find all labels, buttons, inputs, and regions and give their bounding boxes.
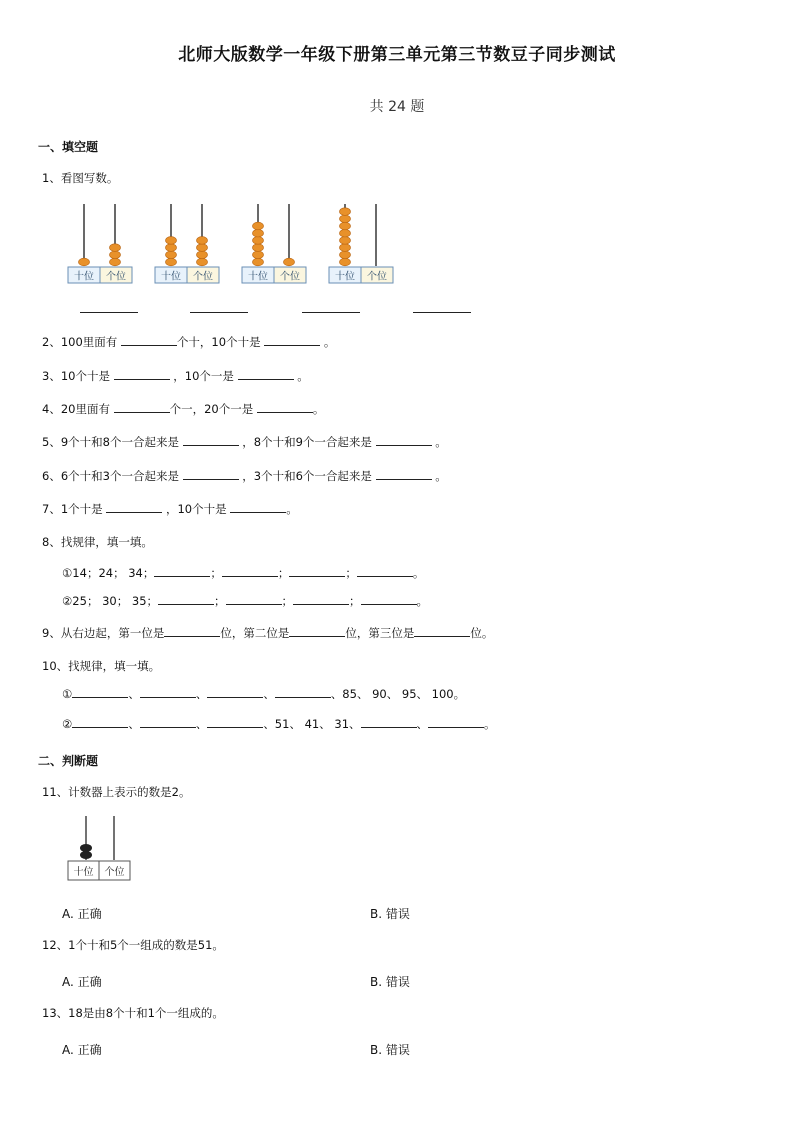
tens-bead (340, 237, 351, 245)
ones-label: 个位 (106, 271, 126, 283)
answer-blank[interactable] (226, 594, 282, 605)
question-13: 13、18是由8个十和1个一组成的。 (42, 1006, 224, 1020)
option-a-correct[interactable]: A. 正确 (62, 907, 102, 921)
answer-blank[interactable] (207, 717, 263, 728)
answer-blank-2[interactable] (190, 312, 248, 313)
question-8: 8、找规律，填一填。 (42, 535, 153, 549)
question-5: 5、9个十和8个一合起来是 ，8个十和9个一合起来是 。 (42, 435, 447, 449)
page-title: 北师大版数学一年级下册第三单元第三节数豆子同步测试 (178, 45, 616, 65)
answer-blank[interactable] (414, 626, 470, 637)
answer-blank[interactable] (275, 687, 331, 698)
option-a-correct[interactable]: A. 正确 (62, 1043, 102, 1057)
tens-bead (166, 258, 177, 266)
question-3: 3、10个十是 ，10个一是 。 (42, 369, 309, 383)
question-10: 10、找规律，填一填。 (42, 659, 161, 673)
tens-bead (253, 229, 264, 237)
answer-blank[interactable] (361, 717, 417, 728)
answer-blank[interactable] (114, 369, 170, 380)
tens-bead (340, 208, 351, 216)
ones-bead (110, 251, 121, 259)
tens-label: 十位 (74, 271, 94, 283)
question-2: 2、100里面有 个十，10个十是 。 (42, 335, 336, 349)
abacus-figures (60, 200, 400, 290)
question-7: 7、1个十是 ，10个十是 。 (42, 502, 298, 516)
answer-blank[interactable] (140, 717, 196, 728)
section-heading-fill: 一、填空题 (38, 140, 99, 154)
question-12: 12、1个十和5个一组成的数是51。 (42, 938, 224, 952)
tens-bead (253, 251, 264, 259)
answer-blank[interactable] (289, 566, 345, 577)
abacus-figure-1 (68, 204, 132, 283)
answer-blank[interactable] (230, 502, 286, 513)
answer-blank[interactable] (361, 594, 417, 605)
ones-label: 个位 (367, 271, 387, 283)
answer-blank[interactable] (140, 687, 196, 698)
option-a-correct[interactable]: A. 正确 (62, 975, 102, 989)
question-8-part-2: ②25； 30； 35； ； ； ； 。 (62, 594, 429, 608)
q11-abacus-figure (64, 814, 136, 886)
tens-bead (253, 258, 264, 266)
answer-blank[interactable] (238, 369, 294, 380)
question-10-part-2: ② 、 、 、51、 41、 31、 、 。 (62, 717, 496, 731)
answer-blank-3[interactable] (302, 312, 360, 313)
tens-label: 十位 (248, 271, 268, 283)
section-heading-judge: 二、判断题 (38, 754, 99, 768)
tens-bead (253, 222, 264, 230)
question-1: 1、看图写数。 (42, 171, 119, 185)
question-11: 11、计数器上表示的数是2。 (42, 785, 191, 799)
ones-bead (197, 237, 208, 245)
answer-blank[interactable] (257, 402, 313, 413)
abacus-figure-3 (242, 204, 306, 283)
tens-label: 十位 (335, 271, 355, 283)
abacus-figure-4 (329, 204, 393, 283)
answer-blank[interactable] (293, 594, 349, 605)
tens-bead (340, 215, 351, 223)
ones-label: 个位 (104, 867, 125, 878)
ones-label: 个位 (193, 271, 213, 283)
option-b-wrong[interactable]: B. 错误 (370, 907, 410, 921)
option-b-wrong[interactable]: B. 错误 (370, 975, 410, 989)
answer-blank[interactable] (207, 687, 263, 698)
answer-blank[interactable] (222, 566, 278, 577)
tens-bead (340, 222, 351, 230)
tens-bead (340, 258, 351, 266)
question-8-part-1: ①14；24； 34； ； ； ； 。 (62, 566, 425, 580)
question-count: 共 24 题 (369, 99, 425, 115)
tens-bead (340, 229, 351, 237)
option-b-wrong[interactable]: B. 错误 (370, 1043, 410, 1057)
ones-bead (197, 244, 208, 252)
abacus-figure-2 (155, 204, 219, 283)
ones-bead (110, 258, 121, 266)
tens-bead (340, 244, 351, 252)
question-10-part-1: ① 、 、 、 、85、 90、 95、 100。 (62, 687, 466, 701)
tens-label: 十位 (73, 867, 94, 878)
tens-bead (166, 237, 177, 245)
question-9: 9、从右边起，第一位是 位，第二位是 位，第三位是 位。 (42, 626, 494, 640)
answer-blank[interactable] (183, 469, 239, 480)
tens-bead (340, 251, 351, 259)
answer-blank-1[interactable] (80, 312, 138, 313)
answer-blank[interactable] (154, 566, 210, 577)
answer-blank[interactable] (376, 435, 432, 446)
answer-blank[interactable] (428, 717, 484, 728)
answer-blank[interactable] (164, 626, 220, 637)
tens-bead (253, 244, 264, 252)
ones-bead (110, 244, 121, 252)
answer-blank-4[interactable] (413, 312, 471, 313)
ones-bead (197, 251, 208, 259)
answer-blank[interactable] (357, 566, 413, 577)
tens-bead (253, 237, 264, 245)
answer-blank[interactable] (183, 435, 239, 446)
tens-label: 十位 (161, 271, 181, 283)
answer-blank[interactable] (72, 717, 128, 728)
ones-bead (197, 258, 208, 266)
answer-blank[interactable] (114, 402, 170, 413)
answer-blank[interactable] (264, 335, 320, 346)
ones-bead (284, 258, 295, 266)
tens-bead (79, 258, 90, 266)
tens-bead (166, 244, 177, 252)
question-6: 6、6个十和3个一合起来是 ，3个十和6个一合起来是 。 (42, 469, 447, 483)
question-4: 4、20里面有 个一，20个一是 。 (42, 402, 325, 416)
tens-bead (166, 251, 177, 259)
answer-blank[interactable] (289, 626, 345, 637)
answer-blank[interactable] (158, 594, 214, 605)
ones-label: 个位 (280, 271, 300, 283)
answer-blank[interactable] (376, 469, 432, 480)
answer-blank[interactable] (121, 335, 177, 346)
answer-blank[interactable] (106, 502, 162, 513)
answer-blank[interactable] (72, 687, 128, 698)
